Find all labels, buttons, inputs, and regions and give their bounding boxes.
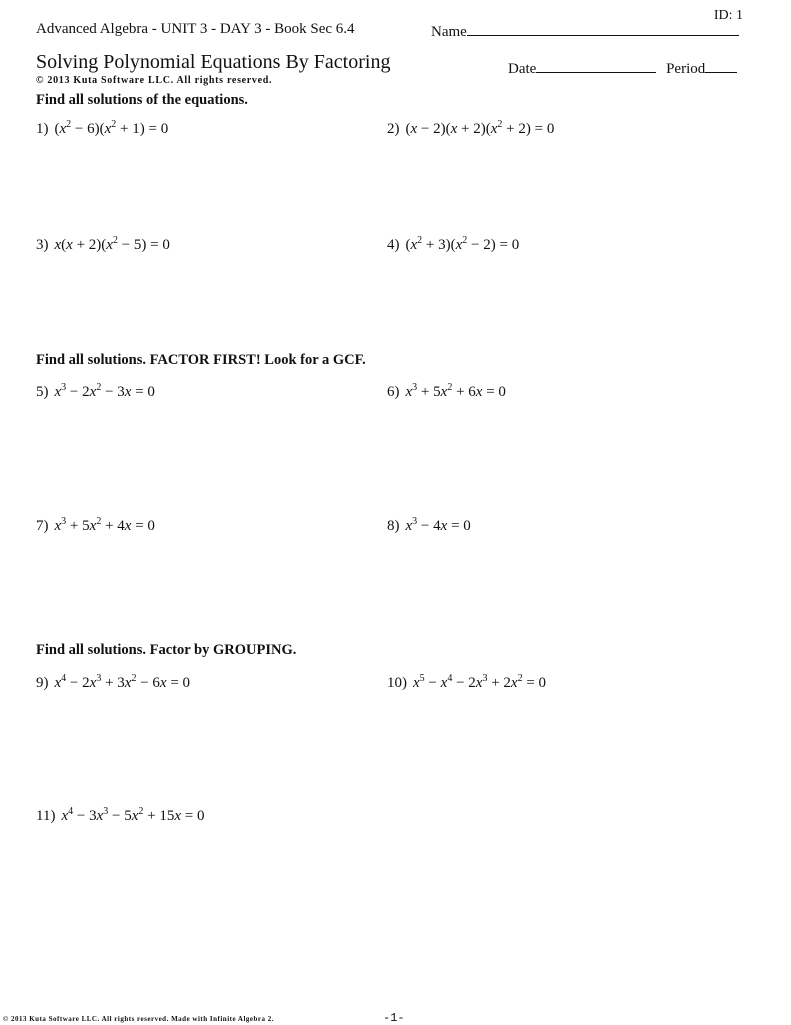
problem-number: 7)	[36, 518, 49, 534]
worksheet-title: Solving Polynomial Equations By Factoring	[36, 51, 391, 73]
problem-number: 3)	[36, 237, 49, 253]
problem-equation: $x^3 + 5x^2 + 6x = 0$	[405, 382, 506, 400]
period-blank-line	[705, 58, 737, 73]
section-3-instruction: Find all solutions. Factor by GROUPING.	[36, 642, 297, 658]
problem-6	[387, 384, 506, 401]
problem-number: 2)	[387, 121, 400, 137]
problem-equation: $x^3 + 5x^2 + 4x = 0$	[54, 516, 155, 534]
problem-9	[36, 675, 190, 692]
problem-equation: $(x^2 + 3)(x^2 - 2) = 0$	[405, 235, 520, 253]
problem-2	[387, 121, 554, 138]
footer-copyright: © 2013 Kuta Software LLC. All rights reserved. Made with Infinite Algebra 2.	[3, 1015, 275, 1023]
problem-number: 8)	[387, 518, 400, 534]
name-blank-line	[467, 21, 739, 36]
problem-number: 6)	[387, 384, 400, 400]
period-label: Period	[666, 61, 706, 77]
problem-equation: $(x^2 - 6)(x^2 + 1) = 0$	[54, 119, 169, 137]
copyright-notice: © 2013 Kuta Software LLC. All rights reserved.	[36, 75, 273, 86]
page-number: -1-	[383, 1011, 405, 1025]
problem-equation: $x(x + 2)(x^2 - 5) = 0$	[54, 235, 170, 253]
problem-number: 11)	[36, 808, 56, 824]
section-1-instruction: Find all solutions of the equations.	[36, 92, 248, 108]
problem-number: 9)	[36, 675, 49, 691]
problem-4	[387, 237, 519, 254]
problem-equation: $x^4 - 3x^3 - 5x^2 + 15x = 0$	[61, 806, 205, 824]
problem-1	[36, 121, 168, 138]
date-label: Date	[508, 61, 537, 77]
problem-5	[36, 384, 155, 401]
date-period-row	[508, 58, 737, 78]
date-blank-line	[536, 58, 656, 73]
course-heading: Advanced Algebra - UNIT 3 - DAY 3 - Book Sec 6.4	[36, 21, 355, 37]
worksheet-id: ID: 1	[713, 8, 743, 23]
problem-10	[387, 675, 546, 692]
problem-number: 10)	[387, 675, 407, 691]
section-2-instruction: Find all solutions. FACTOR FIRST! Look for a GCF.	[36, 352, 366, 368]
problem-3	[36, 237, 170, 254]
problem-number: 4)	[387, 237, 400, 253]
problem-number: 5)	[36, 384, 49, 400]
problem-equation: $x^4 - 2x^3 + 3x^2 - 6x = 0$	[54, 673, 191, 691]
problem-7	[36, 518, 155, 535]
name-label: Name	[431, 24, 467, 40]
problem-equation: $x^3 - 2x^2 - 3x = 0$	[54, 382, 155, 400]
problem-8	[387, 518, 471, 535]
problem-equation: $x^3 - 4x = 0$	[405, 516, 471, 534]
problem-equation: $(x - 2)(x + 2)(x^2 + 2) = 0$	[405, 119, 555, 137]
name-field-row	[431, 21, 739, 41]
problem-number: 1)	[36, 121, 49, 137]
problem-11	[36, 808, 205, 825]
problem-equation: $x^5 - x^4 - 2x^3 + 2x^2 = 0$	[413, 673, 547, 691]
